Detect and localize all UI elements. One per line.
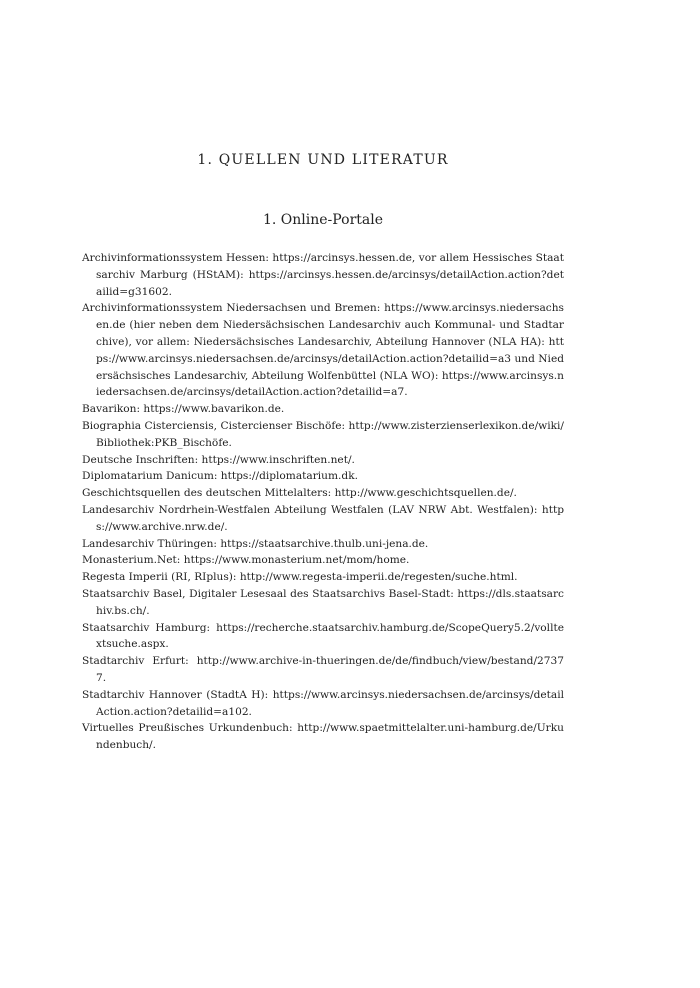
reference-entry: Regesta Imperii (RI, RIplus): http://www.regesta-imperii.de/regesten/suche.html. — [82, 571, 518, 584]
reference-entry: Staatsarchiv Hamburg: https://recherche.staatsarchiv.hamburg.de/ScopeQuery5.2/volltextsuche.aspx. — [82, 621, 564, 651]
reference-entry: Monasterium.Net: https://www.monasterium.net/mom/home. — [82, 554, 410, 567]
reference-list — [82, 250, 564, 754]
reference-entry: Geschichtsquellen des deutschen Mittelalters: http://www.geschichtsquellen.de/. — [82, 487, 517, 500]
section-heading: 1. Online-Portale — [263, 212, 383, 228]
reference-entry: Landesarchiv Thüringen: https://staatsarchive.thulb.uni-jena.de. — [82, 537, 429, 550]
reference-entry: Archivinformationssystem Niedersachsen und Bremen: https://www.arcinsys.niedersachsen.de (hier neben dem Niedersächsischen Landesarchiv auch Kommunal- und Stadtarchive), vor allem: Niedersächsisches Landesarchiv, Abteilung Hannover (NLA HA): https://www.arcinsys.niedersachsen.de/arcinsys/detailAction.action?detailid=a3 und Niedersächsisches Landesarchiv, Abteilung Wolfenbüttel (NLA WO): https://www.arcinsys.niedersachsen.de/arcinsys/detailAction.action?detailid=a7. — [82, 302, 564, 399]
reference-entry: Diplomatarium Danicum: https://diplomatarium.dk. — [82, 470, 358, 483]
reference-entry: Stadtarchiv Hannover (StadtA H): https://www.arcinsys.niedersachsen.de/arcinsys/detailAction.action?detailid=a102. — [82, 688, 564, 718]
reference-entry: Bavarikon: https://www.bavarikon.de. — [82, 403, 285, 416]
reference-entry: Landesarchiv Nordrhein-Westfalen Abteilung Westfalen (LAV NRW Abt. Westfalen): https://www.archive.nrw.de/. — [82, 503, 564, 533]
reference-entry: Stadtarchiv Erfurt: http://www.archive-in-thueringen.de/de/findbuch/view/bestand/27377. — [82, 655, 564, 684]
reference-entry: Virtuelles Preußisches Urkundenbuch: http://www.spaetmittelalter.uni-hamburg.de/Urkundenbuch/. — [82, 722, 564, 752]
reference-entry: Staatsarchiv Basel, Digitaler Lesesaal des Staatsarchivs Basel-Stadt: https://dls.staatsarchiv.bs.ch/. — [82, 587, 564, 617]
chapter-heading: 1. QUELLEN UND LITERATUR — [197, 152, 449, 168]
reference-entry: Archivinformationssystem Hessen: https://arcinsys.hessen.de, vor allem Hessisches Staatsarchiv Marburg (HStAM): https://arcinsys.hessen.de/arcinsys/detailAction.action?detailid=g31602. — [82, 252, 564, 298]
reference-entry: Biographia Cisterciensis, Cistercienser Bischöfe: http://www.zisterzienserlexikon.de/wiki/Bibliothek:PKB_Bischöfe. — [82, 419, 564, 449]
reference-entry: Deutsche Inschriften: https://www.inschriften.net/. — [82, 453, 355, 466]
